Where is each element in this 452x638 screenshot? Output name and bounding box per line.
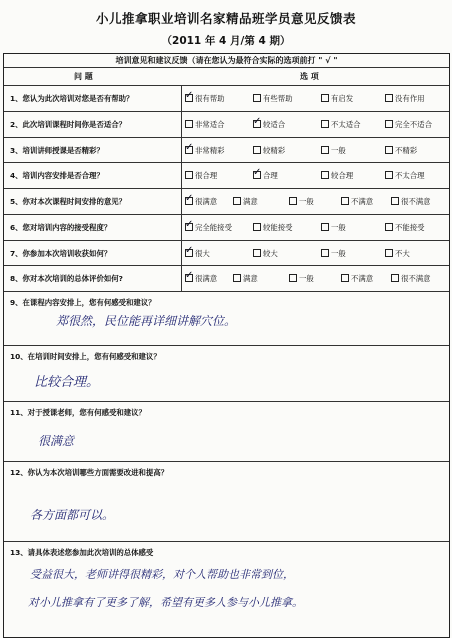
option-checkbox[interactable] xyxy=(321,119,361,130)
option-label: 合理 xyxy=(263,171,278,181)
option-checkbox[interactable] xyxy=(385,93,425,104)
option-label: 有启发 xyxy=(331,94,354,103)
checkbox-square-icon[interactable] xyxy=(289,197,297,205)
option-checkbox[interactable] xyxy=(321,248,346,259)
open-question-11 xyxy=(4,402,449,462)
checkbox-square-icon[interactable] xyxy=(385,120,393,128)
question-label: 12、你认为本次培训哪些方面需要改进和提高？ xyxy=(10,468,169,477)
instruction-row xyxy=(4,54,449,68)
option-label: 一般 xyxy=(331,222,346,232)
option-checkbox[interactable] xyxy=(253,248,278,259)
option-label: 很满意 xyxy=(195,274,218,284)
question-label: 3、培训讲师授课是否精彩？ xyxy=(10,145,104,155)
checkbox-square-icon[interactable] xyxy=(321,223,329,231)
checkbox-square-icon[interactable] xyxy=(253,167,262,179)
option-checkbox[interactable] xyxy=(253,167,278,181)
option-label: 一般 xyxy=(331,248,346,258)
checkbox-square-icon[interactable] xyxy=(185,141,194,154)
checkbox-square-icon[interactable] xyxy=(185,270,194,282)
rating-row-1 xyxy=(4,86,449,112)
option-checkbox[interactable] xyxy=(185,270,218,284)
option-label: 完全不适合 xyxy=(395,119,432,129)
option-checkbox[interactable] xyxy=(385,145,417,156)
option-label: 不太适合 xyxy=(331,119,361,129)
rating-row-4 xyxy=(4,163,449,189)
rating-row-5 xyxy=(4,189,449,215)
option-label: 较合理 xyxy=(331,171,354,181)
option-label: 很有帮助 xyxy=(195,94,225,103)
form-title: 小儿推拿职业培训名家精品班学员意见反馈表 xyxy=(95,11,356,26)
checkmark-icon: ✓ xyxy=(185,193,194,204)
option-label: 没有作用 xyxy=(395,94,425,103)
option-checkbox[interactable] xyxy=(185,170,217,181)
checkmark-icon: ✓ xyxy=(253,115,262,127)
checkbox-square-icon[interactable] xyxy=(385,146,393,154)
open-question-13 xyxy=(4,542,449,637)
option-label: 很合理 xyxy=(195,171,218,181)
handwritten-answer: 各方面都可以。 xyxy=(30,508,115,522)
checkmark-icon: ✓ xyxy=(185,270,194,282)
rating-row-2 xyxy=(4,112,449,138)
option-checkbox[interactable] xyxy=(253,93,293,104)
checkmark-icon: ✓ xyxy=(253,167,262,179)
option-checkbox[interactable] xyxy=(385,170,425,181)
checkbox-square-icon[interactable] xyxy=(341,274,349,282)
option-checkbox[interactable] xyxy=(289,273,314,284)
option-checkbox[interactable] xyxy=(185,141,225,156)
option-label: 满意 xyxy=(243,274,258,284)
option-checkbox[interactable] xyxy=(253,145,285,156)
checkbox-square-icon[interactable] xyxy=(385,223,393,231)
checkbox-square-icon[interactable] xyxy=(391,274,399,282)
checkbox-square-icon[interactable] xyxy=(185,90,194,102)
option-checkbox[interactable] xyxy=(233,196,258,207)
option-checkbox[interactable] xyxy=(185,244,210,259)
option-label: 很不满意 xyxy=(401,197,431,206)
option-label: 有些帮助 xyxy=(263,94,293,103)
column-header-row xyxy=(4,68,449,86)
option-checkbox[interactable] xyxy=(341,196,373,207)
option-label: 较大 xyxy=(263,248,278,258)
checkbox-square-icon[interactable] xyxy=(289,274,297,282)
question-label: 11、对于授课老师，您有何感受和建议？ xyxy=(10,408,146,417)
option-label: 不大 xyxy=(395,248,410,258)
option-checkbox[interactable] xyxy=(253,222,293,233)
checkbox-square-icon[interactable] xyxy=(185,218,194,231)
option-checkbox[interactable] xyxy=(391,196,431,207)
rating-row-6 xyxy=(4,215,449,241)
option-checkbox[interactable] xyxy=(185,119,225,130)
checkbox-square-icon[interactable] xyxy=(321,120,329,128)
checkmark-icon: ✓ xyxy=(185,90,194,101)
handwritten-answer: 比较合理。 xyxy=(34,375,100,390)
checkbox-square-icon[interactable] xyxy=(321,146,329,154)
checkbox-square-icon[interactable] xyxy=(391,197,399,205)
checkmark-icon: ✓ xyxy=(185,218,194,230)
option-label: 非常适合 xyxy=(195,119,225,129)
option-label: 不满意 xyxy=(351,197,374,206)
checkbox-square-icon[interactable] xyxy=(321,171,329,179)
checkbox-square-icon[interactable] xyxy=(253,115,262,128)
option-checkbox[interactable] xyxy=(341,273,373,284)
option-label: 很不满意 xyxy=(401,274,431,284)
option-label: 较精彩 xyxy=(263,145,286,155)
feedback-table xyxy=(3,53,450,638)
open-question-10 xyxy=(4,346,449,402)
option-label: 很满意 xyxy=(195,197,218,206)
option-label: 一般 xyxy=(331,145,346,155)
option-checkbox[interactable] xyxy=(321,170,353,181)
form-subtitle: （2011 年 4 月/第 4 期） xyxy=(161,35,291,47)
checkbox-square-icon[interactable] xyxy=(385,94,393,102)
question-label: 4、培训内容安排是否合理？ xyxy=(10,171,104,181)
question-label: 9、在课程内容安排上，您有何感受和建议？ xyxy=(10,298,156,307)
rating-row-7 xyxy=(4,241,449,267)
option-label: 较适合 xyxy=(263,119,286,129)
checkbox-square-icon[interactable] xyxy=(185,171,193,179)
checkmark-icon: ✓ xyxy=(185,141,194,153)
question-label: 2、此次培训课程时间你是否适合？ xyxy=(10,119,127,129)
question-label: 7、你参加本次培训收获如何？ xyxy=(10,248,112,258)
column-header-question: 问 题 xyxy=(74,72,93,81)
option-checkbox[interactable] xyxy=(185,193,218,207)
checkbox-square-icon[interactable] xyxy=(321,249,329,257)
option-checkbox[interactable] xyxy=(289,196,314,207)
option-checkbox[interactable] xyxy=(321,93,353,104)
option-label: 不精彩 xyxy=(395,145,418,155)
handwritten-answer-line-2: 对小儿推拿有了更多了解，希望有更多人参与小儿推拿。 xyxy=(28,596,303,609)
question-label: 8、你对本次培训的总体评价如何? xyxy=(10,274,123,284)
checkbox-square-icon[interactable] xyxy=(253,146,261,154)
checkbox-square-icon[interactable] xyxy=(253,249,261,257)
option-checkbox[interactable] xyxy=(253,115,286,130)
option-label: 不太合理 xyxy=(395,171,425,181)
checkbox-square-icon[interactable] xyxy=(385,249,393,257)
handwritten-answer: 很满意 xyxy=(38,434,75,448)
option-checkbox[interactable] xyxy=(385,119,432,130)
handwritten-answer-line-1: 受益很大，老师讲得很精彩，对个人帮助也非常到位， xyxy=(30,568,294,581)
option-label: 不满意 xyxy=(351,274,374,284)
option-checkbox[interactable] xyxy=(385,222,425,233)
open-question-9 xyxy=(4,292,449,346)
question-label: 10、在培训时间安排上，您有何感受和建议？ xyxy=(10,352,161,361)
option-checkbox[interactable] xyxy=(385,248,410,259)
checkbox-square-icon[interactable] xyxy=(233,197,241,205)
option-label: 满意 xyxy=(243,197,258,206)
option-label: 很大 xyxy=(195,248,210,258)
question-label: 6、您对培训内容的接受程度？ xyxy=(10,222,112,232)
option-label: 一般 xyxy=(299,197,314,206)
checkbox-square-icon[interactable] xyxy=(341,197,349,205)
checkbox-square-icon[interactable] xyxy=(185,120,193,128)
option-checkbox[interactable] xyxy=(321,145,346,156)
checkmark-icon: ✓ xyxy=(185,244,194,256)
option-label: 不能接受 xyxy=(395,222,425,232)
question-label: 5、你对本次课程时间安排的意见？ xyxy=(10,197,127,206)
option-label: 完全能接受 xyxy=(195,222,232,232)
checkbox-square-icon[interactable] xyxy=(253,94,261,102)
rating-row-3 xyxy=(4,138,449,164)
option-label: 一般 xyxy=(299,274,314,284)
option-checkbox[interactable] xyxy=(391,273,431,284)
handwritten-answer: 郑很然，民位能再详细讲解穴位。 xyxy=(56,314,237,328)
option-checkbox[interactable] xyxy=(233,273,258,284)
option-checkbox[interactable] xyxy=(185,90,225,104)
option-checkbox[interactable] xyxy=(185,218,232,233)
checkbox-square-icon[interactable] xyxy=(185,244,194,257)
checkbox-square-icon[interactable] xyxy=(253,223,261,231)
option-label: 非常精彩 xyxy=(195,145,225,155)
column-header-options: 选 项 xyxy=(300,72,319,81)
rating-row-8 xyxy=(4,266,449,292)
question-label: 13、请具体表述您参加此次培训的总体感受 xyxy=(10,548,154,557)
option-label: 较能接受 xyxy=(263,222,293,232)
instruction-text: 培训意见和建议反馈（请在您认为最符合实际的选项前打 " √ " xyxy=(115,56,338,65)
checkbox-square-icon[interactable] xyxy=(321,94,329,102)
checkbox-square-icon[interactable] xyxy=(233,274,241,282)
open-question-12 xyxy=(4,462,449,542)
question-label: 1、您认为此次培训对您是否有帮助？ xyxy=(10,94,134,103)
checkbox-square-icon[interactable] xyxy=(185,193,194,205)
option-checkbox[interactable] xyxy=(321,222,346,233)
checkbox-square-icon[interactable] xyxy=(385,171,393,179)
